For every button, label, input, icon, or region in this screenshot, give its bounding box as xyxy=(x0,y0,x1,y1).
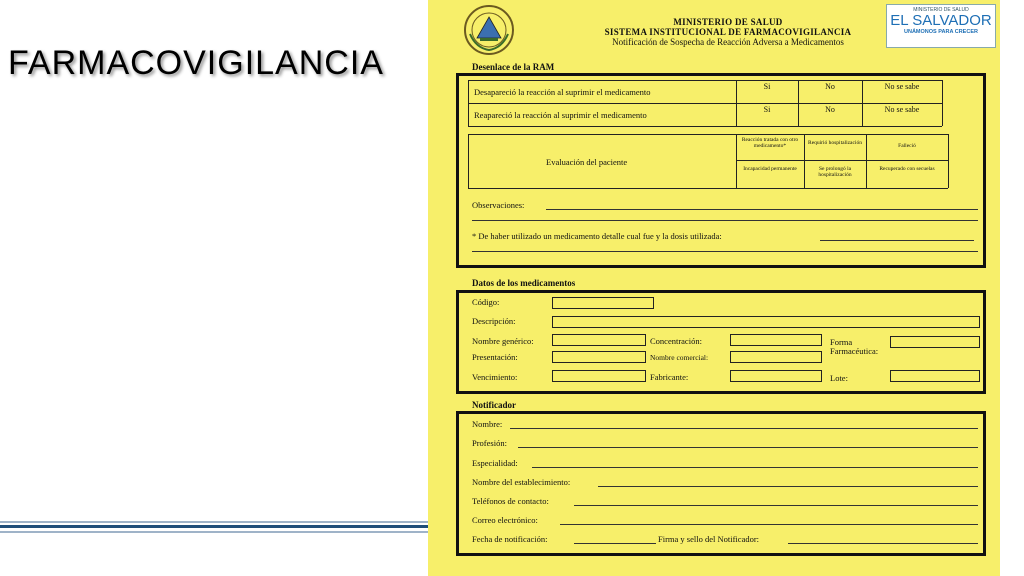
system-name: SISTEMA INSTITUCIONAL DE FARMACOVIGILANCIA xyxy=(604,27,852,37)
option-no-se-sabe[interactable]: No se sabe xyxy=(884,105,920,114)
decorative-line xyxy=(0,521,432,523)
nombre-label: Nombre: xyxy=(472,419,503,429)
form-header xyxy=(558,17,898,47)
table-rule xyxy=(468,134,469,188)
correo-field[interactable] xyxy=(560,524,978,525)
especialidad-label: Especialidad: xyxy=(472,458,518,468)
nota-field[interactable] xyxy=(820,240,974,241)
establecimiento-field[interactable] xyxy=(598,486,978,487)
eval-option-secuelas[interactable]: Recuperado con secuelas xyxy=(879,166,935,172)
option-no[interactable]: No xyxy=(825,82,835,91)
profesion-label: Profesión: xyxy=(472,438,507,448)
lote-field[interactable] xyxy=(890,370,980,382)
observaciones-label: Observaciones: xyxy=(472,200,525,210)
option-no-se-sabe[interactable]: No se sabe xyxy=(884,82,920,91)
codigo-label: Código: xyxy=(472,297,500,307)
farmaceutica-label: Farmacéutica: xyxy=(830,346,879,356)
vencimiento-field[interactable] xyxy=(552,370,646,382)
fabricante-label: Fabricante: xyxy=(650,372,689,382)
forma-farmaceutica-field[interactable] xyxy=(890,336,980,348)
especialidad-field[interactable] xyxy=(532,467,978,468)
vencimiento-label: Vencimiento: xyxy=(472,372,518,382)
presentacion-label: Presentación: xyxy=(472,352,518,362)
table-rule xyxy=(948,134,949,188)
nombre-generico-field[interactable] xyxy=(552,334,646,346)
eval-option-tratada[interactable]: Reacción tratada con otro medicamento* xyxy=(741,137,799,149)
ram-notification-form xyxy=(428,0,1000,576)
decorative-line xyxy=(0,525,432,528)
concentracion-label: Concentración: xyxy=(650,336,702,346)
observaciones-field[interactable] xyxy=(472,220,978,221)
option-si[interactable]: Si xyxy=(763,105,771,114)
table-rule xyxy=(866,134,867,188)
table-rule xyxy=(468,134,948,135)
ministry-name: MINISTERIO DE SALUD xyxy=(673,17,783,27)
firma-field[interactable] xyxy=(788,543,978,544)
fabricante-field[interactable] xyxy=(730,370,822,382)
nombre-comercial-label: Nombre comercial: xyxy=(650,353,709,362)
codigo-field[interactable] xyxy=(552,297,654,309)
observaciones-field[interactable] xyxy=(546,209,978,210)
fecha-label: Fecha de notificación: xyxy=(472,534,548,544)
table-rule xyxy=(468,80,469,126)
slide-title: FARMACOVIGILANCIA xyxy=(8,44,384,82)
profesion-field[interactable] xyxy=(518,447,978,448)
table-rule xyxy=(942,80,943,126)
el-salvador-logo: MINISTERIO DE SALUD EL SALVADOR UNÁMONOS PARA CRECER xyxy=(886,4,996,48)
table-rule xyxy=(468,188,948,189)
table-rule xyxy=(736,134,737,188)
fecha-field[interactable] xyxy=(574,543,656,544)
section-title-ram: Desenlace de la RAM xyxy=(472,62,555,72)
nombre-field[interactable] xyxy=(510,428,978,429)
forma-label: Forma xyxy=(830,337,853,347)
presentacion-field[interactable] xyxy=(552,351,646,363)
concentracion-field[interactable] xyxy=(730,334,822,346)
eval-option-hospitalizacion[interactable]: Requirió hospitalización xyxy=(808,140,862,146)
firma-label: Firma y sello del Notificador: xyxy=(658,534,760,544)
nota-field[interactable] xyxy=(472,251,978,252)
eval-option-incapacidad[interactable]: Incapacidad permanente xyxy=(743,166,797,172)
telefonos-field[interactable] xyxy=(574,505,978,506)
nota-label: * De haber utilizado un medicamento detalle cual fue y la dosis utilizada: xyxy=(472,231,722,241)
section-title-meds: Datos de los medicamentos xyxy=(472,278,576,288)
descripcion-label: Descripción: xyxy=(472,316,516,326)
nombre-generico-label: Nombre genérico: xyxy=(472,336,534,346)
decorative-line xyxy=(0,531,432,533)
correo-label: Correo electrónico: xyxy=(472,515,538,525)
option-si[interactable]: Si xyxy=(763,82,771,91)
descripcion-field[interactable] xyxy=(552,316,980,328)
table-rule xyxy=(468,80,942,81)
section-title-notificador: Notificador xyxy=(472,400,516,410)
table-rule xyxy=(804,134,805,188)
el-salvador-seal-icon xyxy=(456,4,522,56)
eval-option-prolongo[interactable]: Se prolongó la hospitalización xyxy=(818,166,852,178)
lote-label: Lote: xyxy=(830,373,848,383)
evaluation-label: Evaluación del paciente xyxy=(546,157,628,167)
telefonos-label: Teléfonos de contacto: xyxy=(472,496,549,506)
option-no[interactable]: No xyxy=(825,105,835,114)
nombre-comercial-field[interactable] xyxy=(730,351,822,363)
eval-option-fallecio[interactable]: Falleció xyxy=(898,143,916,149)
row-label-desaparecio: Desapareció la reacción al suprimir el medicamento xyxy=(474,87,651,97)
form-name: Notificación de Sospecha de Reacción Adversa a Medicamentos xyxy=(612,37,844,47)
table-rule xyxy=(468,126,942,127)
table-rule xyxy=(468,103,942,104)
table-rule xyxy=(736,160,948,161)
establecimiento-label: Nombre del establecimiento: xyxy=(472,477,571,487)
row-label-reaparecio: Reapareció la reacción al suprimir el medicamento xyxy=(474,110,647,120)
